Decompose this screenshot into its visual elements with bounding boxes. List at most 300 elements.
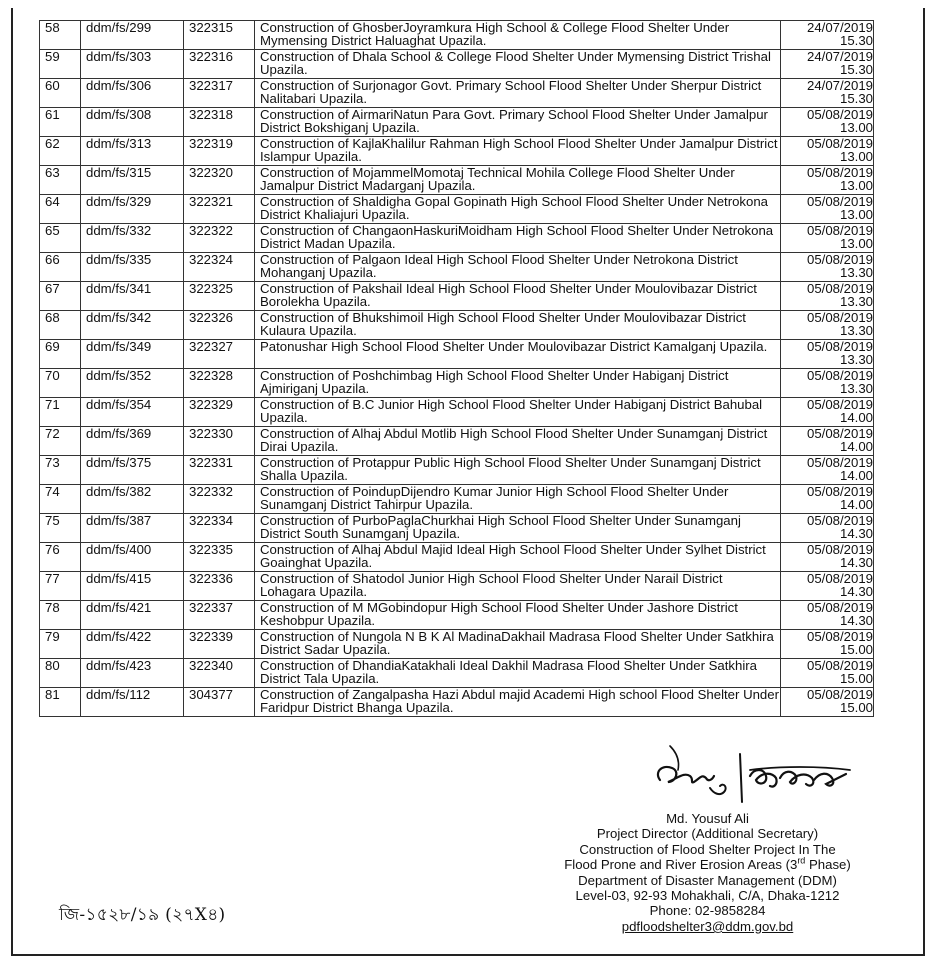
table-row — [40, 514, 874, 543]
closing-date-cell — [781, 21, 874, 50]
description-cell — [255, 253, 781, 282]
memo-no-text: ddm/fs/352 — [86, 368, 152, 383]
serial-cell — [40, 485, 81, 514]
description-text: Construction of Shatodol Junior High School Flood Shelter Under Narail District Lohagara Upazila. — [260, 571, 723, 599]
project-line-2-superscript: rd — [797, 855, 806, 866]
memo-no-cell — [81, 398, 184, 427]
tender-id-text: 304377 — [189, 687, 234, 702]
table-row — [40, 572, 874, 601]
tender-id-text: 322321 — [189, 194, 234, 209]
description-text: Construction of Alhaj Abdul Motlib High School Flood Shelter Under Sunamganj District Dirai Upazila. — [260, 426, 768, 454]
signature-block — [540, 811, 875, 934]
serial-cell — [40, 108, 81, 137]
memo-no-text: ddm/fs/306 — [86, 78, 152, 93]
tender-id-text: 322334 — [189, 513, 234, 528]
serial-text: 68 — [45, 310, 60, 325]
closing-date: 05/08/2019 — [806, 165, 873, 180]
tender-id-text: 322328 — [189, 368, 234, 383]
closing-time: 13.00 — [839, 149, 873, 164]
closing-date: 05/08/2019 — [806, 368, 873, 383]
serial-text: 77 — [45, 571, 60, 586]
memo-no-cell — [81, 427, 184, 456]
closing-date-cell — [781, 108, 874, 137]
description-text: Construction of Alhaj Abdul Majid Ideal High School Flood Shelter Under Sylhet District Goainghat Upazila. — [260, 542, 766, 570]
description-text: Construction of GhosberJoyramkura High School & College Flood Shelter Under Mymensing District Haluaghat Upazila. — [260, 20, 730, 48]
tender-id-text: 322319 — [189, 136, 234, 151]
serial-cell — [40, 601, 81, 630]
memo-no-text: ddm/fs/349 — [86, 339, 152, 354]
closing-date-cell — [781, 485, 874, 514]
serial-text: 73 — [45, 455, 60, 470]
description-text: Construction of Surjonagor Govt. Primary School Flood Shelter Under Sherpur District Nalitabari Upazila. — [260, 78, 762, 106]
description-cell — [255, 340, 781, 369]
project-line-1: Construction of Flood Shelter Project In The — [579, 841, 836, 857]
signatory-name: Md. Yousuf Ali — [666, 811, 749, 826]
table-row — [40, 311, 874, 340]
memo-no-cell — [81, 108, 184, 137]
closing-time: 13.00 — [839, 236, 873, 251]
closing-time: 14.00 — [839, 468, 873, 483]
closing-date-cell — [781, 195, 874, 224]
description-cell — [255, 485, 781, 514]
closing-time: 13.00 — [839, 178, 873, 193]
tender-id-text: 322325 — [189, 281, 234, 296]
department-name: Department of Disaster Management (DDM) — [578, 872, 837, 888]
closing-time: 15.00 — [839, 700, 873, 715]
tender-id-text: 322329 — [189, 397, 234, 412]
tender-id-cell — [184, 601, 255, 630]
table-row — [40, 282, 874, 311]
description-text: Construction of PurboPaglaChurkhai High School Flood Shelter Under Sunamganj District South Sunamganj Upazila. — [260, 513, 741, 541]
closing-date: 24/07/2019 — [806, 78, 873, 93]
memo-no-cell — [81, 282, 184, 311]
closing-time: 15.00 — [839, 671, 873, 686]
memo-no-text: ddm/fs/369 — [86, 426, 152, 441]
description-text: Construction of Shaldigha Gopal Gopinath High School Flood Shelter Under Netrokona District Khaliajuri Upazila. — [260, 194, 769, 222]
table-row — [40, 398, 874, 427]
memo-no-cell — [81, 659, 184, 688]
tender-id-cell — [184, 427, 255, 456]
memo-no-text: ddm/fs/415 — [86, 571, 152, 586]
description-cell — [255, 543, 781, 572]
closing-date: 05/08/2019 — [806, 484, 873, 499]
tender-id-text: 322317 — [189, 78, 234, 93]
memo-no-cell — [81, 224, 184, 253]
description-cell — [255, 630, 781, 659]
serial-text: 69 — [45, 339, 60, 354]
project-line-2-text: Flood Prone and River Erosion Areas (3 — [564, 857, 798, 873]
description-cell — [255, 601, 781, 630]
table-row — [40, 166, 874, 195]
closing-date: 05/08/2019 — [806, 136, 873, 151]
tender-id-cell — [184, 485, 255, 514]
serial-text: 66 — [45, 252, 60, 267]
closing-date: 24/07/2019 — [806, 49, 873, 64]
serial-text: 58 — [45, 20, 60, 35]
serial-cell — [40, 282, 81, 311]
table-row — [40, 21, 874, 50]
serial-text: 80 — [45, 658, 60, 673]
description-text: Construction of Nungola N B K Al MadinaDakhail Madrasa Flood Shelter Under Satkhira District Sadar Upazila. — [260, 629, 774, 657]
description-text: Construction of Zangalpasha Hazi Abdul majid Academi High school Flood Shelter Under Faridpur District Bhanga Upazila. — [260, 687, 779, 715]
memo-no-cell — [81, 572, 184, 601]
serial-cell — [40, 50, 81, 79]
table-row — [40, 369, 874, 398]
description-text: Construction of DhandiaKatakhali Ideal Dakhil Madrasa Flood Shelter Under Satkhira District Tala Upazila. — [260, 658, 757, 686]
table-row — [40, 108, 874, 137]
closing-date: 05/08/2019 — [806, 658, 873, 673]
office-phone: Phone: 02-9858284 — [649, 903, 766, 919]
memo-no-text: ddm/fs/423 — [86, 658, 152, 673]
closing-date-cell — [781, 282, 874, 311]
closing-time: 13.30 — [839, 265, 873, 280]
serial-cell — [40, 253, 81, 282]
tender-id-cell — [184, 630, 255, 659]
closing-date-cell — [781, 311, 874, 340]
closing-date-cell — [781, 224, 874, 253]
description-cell — [255, 659, 781, 688]
serial-text: 63 — [45, 165, 60, 180]
serial-cell — [40, 659, 81, 688]
memo-no-text: ddm/fs/335 — [86, 252, 152, 267]
serial-text: 81 — [45, 687, 60, 702]
memo-no-cell — [81, 369, 184, 398]
serial-text: 67 — [45, 281, 60, 296]
closing-date-cell — [781, 456, 874, 485]
tender-id-text: 322336 — [189, 571, 234, 586]
tender-id-text: 322339 — [189, 629, 234, 644]
closing-date: 05/08/2019 — [806, 223, 873, 238]
memo-no-cell — [81, 79, 184, 108]
serial-text: 71 — [45, 397, 60, 412]
description-text: Construction of AirmariNatun Para Govt. Primary School Flood Shelter Under Jamalpur District Bokshiganj Upazila. — [260, 107, 768, 135]
tender-id-cell — [184, 166, 255, 195]
serial-text: 62 — [45, 136, 60, 151]
description-text: Construction of Pakshail Ideal High School Flood Shelter Under Moulovibazar District Borolekha Upazila. — [260, 281, 757, 309]
memo-no-text: ddm/fs/387 — [86, 513, 152, 528]
closing-time: 13.30 — [839, 323, 873, 338]
tender-id-cell — [184, 659, 255, 688]
closing-date-cell — [781, 137, 874, 166]
description-cell — [255, 398, 781, 427]
memo-no-cell — [81, 21, 184, 50]
closing-date-cell — [781, 398, 874, 427]
memo-no-text: ddm/fs/315 — [86, 165, 152, 180]
serial-cell — [40, 224, 81, 253]
table-row — [40, 340, 874, 369]
description-cell — [255, 514, 781, 543]
memo-no-text: ddm/fs/375 — [86, 455, 152, 470]
table-row — [40, 688, 874, 717]
closing-date-cell — [781, 166, 874, 195]
memo-no-cell — [81, 50, 184, 79]
serial-cell — [40, 572, 81, 601]
serial-text: 75 — [45, 513, 60, 528]
tender-id-text: 322332 — [189, 484, 234, 499]
closing-time: 13.00 — [839, 120, 873, 135]
tender-id-text: 322330 — [189, 426, 234, 441]
serial-text: 61 — [45, 107, 60, 122]
memo-no-cell — [81, 253, 184, 282]
description-cell — [255, 50, 781, 79]
closing-date: 05/08/2019 — [806, 252, 873, 267]
serial-text: 78 — [45, 600, 60, 615]
closing-date: 05/08/2019 — [806, 339, 873, 354]
serial-cell — [40, 21, 81, 50]
tender-id-cell — [184, 398, 255, 427]
description-text: Construction of Protappur Public High School Flood Shelter Under Sunamganj District Shalla Upazila. — [260, 455, 761, 483]
tender-id-cell — [184, 224, 255, 253]
memo-no-cell — [81, 137, 184, 166]
memo-no-text: ddm/fs/382 — [86, 484, 152, 499]
table-row — [40, 601, 874, 630]
memo-code: জি-১৫২৮/১৯ (২৭X৪) — [59, 905, 226, 925]
memo-no-cell — [81, 630, 184, 659]
memo-no-text: ddm/fs/341 — [86, 281, 152, 296]
description-cell — [255, 427, 781, 456]
tender-id-text: 322327 — [189, 339, 234, 354]
closing-date-cell — [781, 253, 874, 282]
closing-time: 13.30 — [839, 352, 873, 367]
tender-id-text: 322324 — [189, 252, 234, 267]
serial-cell — [40, 369, 81, 398]
tender-id-cell — [184, 50, 255, 79]
table-row — [40, 224, 874, 253]
table-row — [40, 630, 874, 659]
tender-id-text: 322322 — [189, 223, 234, 238]
serial-cell — [40, 137, 81, 166]
description-cell — [255, 456, 781, 485]
tender-id-cell — [184, 21, 255, 50]
closing-date-cell — [781, 630, 874, 659]
closing-date: 05/08/2019 — [806, 281, 873, 296]
serial-cell — [40, 340, 81, 369]
memo-no-cell — [81, 456, 184, 485]
description-text: Patonushar High School Flood Shelter Under Moulovibazar District Kamalganj Upazila. — [260, 339, 768, 354]
serial-text: 60 — [45, 78, 60, 93]
closing-date: 05/08/2019 — [806, 310, 873, 325]
signatory-designation: Project Director (Additional Secretary) — [596, 826, 819, 842]
tender-id-text: 322340 — [189, 658, 234, 673]
memo-no-text: ddm/fs/329 — [86, 194, 152, 209]
closing-date: 05/08/2019 — [806, 426, 873, 441]
description-cell — [255, 311, 781, 340]
closing-time: 13.00 — [839, 207, 873, 222]
tender-id-text: 322316 — [189, 49, 234, 64]
description-text: Construction of Palgaon Ideal High School Flood Shelter Under Netrokona District Mohanganj Upazila. — [260, 252, 738, 280]
serial-text: 74 — [45, 484, 60, 499]
description-cell — [255, 137, 781, 166]
tender-id-text: 322315 — [189, 20, 234, 35]
tender-id-cell — [184, 311, 255, 340]
table-row — [40, 543, 874, 572]
table-row — [40, 79, 874, 108]
closing-date: 05/08/2019 — [806, 107, 873, 122]
description-cell — [255, 688, 781, 717]
project-line-2 — [540, 857, 875, 872]
memo-no-text: ddm/fs/422 — [86, 629, 152, 644]
project-line-2-suffix: Phase) — [805, 857, 851, 873]
description-text: Construction of MojammelMomotaj Technical Mohila College Flood Shelter Under Jamalpur District Madarganj Upazila. — [260, 165, 735, 193]
tender-id-cell — [184, 572, 255, 601]
serial-cell — [40, 398, 81, 427]
memo-no-text: ddm/fs/313 — [86, 136, 152, 151]
closing-date: 05/08/2019 — [806, 455, 873, 470]
description-cell — [255, 79, 781, 108]
description-text: Construction of Dhala School & College Flood Shelter Under Mymensing District Trishal Upazila. — [260, 49, 771, 77]
description-cell — [255, 369, 781, 398]
description-cell — [255, 282, 781, 311]
tender-id-cell — [184, 137, 255, 166]
closing-date-cell — [781, 79, 874, 108]
serial-cell — [40, 514, 81, 543]
description-cell — [255, 21, 781, 50]
closing-time: 14.00 — [839, 439, 873, 454]
serial-text: 79 — [45, 629, 60, 644]
memo-no-cell — [81, 688, 184, 717]
closing-time: 14.30 — [839, 584, 873, 599]
tender-id-cell — [184, 688, 255, 717]
tender-id-cell — [184, 456, 255, 485]
closing-time: 14.30 — [839, 555, 873, 570]
serial-cell — [40, 543, 81, 572]
closing-date-cell — [781, 369, 874, 398]
closing-date: 05/08/2019 — [806, 194, 873, 209]
memo-no-text: ddm/fs/421 — [86, 600, 152, 615]
table-row — [40, 137, 874, 166]
tender-id-cell — [184, 79, 255, 108]
closing-time: 15.00 — [839, 642, 873, 657]
table-row — [40, 195, 874, 224]
serial-cell — [40, 688, 81, 717]
memo-no-text: ddm/fs/400 — [86, 542, 152, 557]
closing-date: 05/08/2019 — [806, 513, 873, 528]
closing-time: 14.00 — [839, 497, 873, 512]
memo-no-text: ddm/fs/303 — [86, 49, 152, 64]
tender-id-cell — [184, 340, 255, 369]
memo-no-cell — [81, 514, 184, 543]
description-text: Construction of Poshchimbag High School Flood Shelter Under Habiganj District Ajmiriganj Upazila. — [260, 368, 729, 396]
serial-text: 76 — [45, 542, 60, 557]
tender-id-cell — [184, 108, 255, 137]
closing-time: 13.30 — [839, 294, 873, 309]
memo-no-cell — [81, 340, 184, 369]
closing-time: 14.00 — [839, 410, 873, 425]
closing-date: 05/08/2019 — [806, 571, 873, 586]
table-row — [40, 456, 874, 485]
tender-id-cell — [184, 282, 255, 311]
closing-time: 15.30 — [839, 33, 873, 48]
serial-text: 70 — [45, 368, 60, 383]
memo-no-cell — [81, 166, 184, 195]
office-address: Level-03, 92-93 Mohakhali, C/A, Dhaka-1212 — [575, 888, 840, 904]
closing-date-cell — [781, 514, 874, 543]
table-row — [40, 485, 874, 514]
tender-id-text: 322331 — [189, 455, 234, 470]
closing-time: 13.30 — [839, 381, 873, 396]
office-email-link[interactable]: pdfloodshelter3@ddm.gov.bd — [621, 918, 794, 934]
table-row — [40, 659, 874, 688]
tender-id-text: 322320 — [189, 165, 234, 180]
table-row — [40, 427, 874, 456]
description-text: Construction of ChangaonHaskuriMoidham High School Flood Shelter Under Netrokona District Madan Upazila. — [260, 223, 774, 251]
memo-no-cell — [81, 311, 184, 340]
description-cell — [255, 224, 781, 253]
tender-table — [39, 20, 874, 717]
closing-date: 05/08/2019 — [806, 687, 873, 702]
serial-cell — [40, 195, 81, 224]
serial-cell — [40, 456, 81, 485]
description-text: Construction of M MGobindopur High School Flood Shelter Under Jashore District Keshobpur Upazila. — [260, 600, 738, 628]
tender-id-text: 322326 — [189, 310, 234, 325]
closing-date-cell — [781, 572, 874, 601]
tender-id-cell — [184, 253, 255, 282]
description-cell — [255, 572, 781, 601]
serial-text: 65 — [45, 223, 60, 238]
tender-id-cell — [184, 514, 255, 543]
closing-date-cell — [781, 601, 874, 630]
memo-no-cell — [81, 485, 184, 514]
memo-no-cell — [81, 543, 184, 572]
description-text: Construction of KajlaKhalilur Rahman High School Flood Shelter Under Jamalpur District Islampur Upazila. — [260, 136, 778, 164]
memo-no-text: ddm/fs/308 — [86, 107, 152, 122]
description-cell — [255, 195, 781, 224]
serial-text: 72 — [45, 426, 60, 441]
closing-time: 15.30 — [839, 62, 873, 77]
memo-no-cell — [81, 195, 184, 224]
closing-date-cell — [781, 340, 874, 369]
table-row — [40, 253, 874, 282]
table-row — [40, 50, 874, 79]
tender-id-text: 322318 — [189, 107, 234, 122]
tender-id-cell — [184, 195, 255, 224]
memo-no-text: ddm/fs/354 — [86, 397, 152, 412]
closing-time: 15.30 — [839, 91, 873, 106]
closing-date: 05/08/2019 — [806, 600, 873, 615]
serial-cell — [40, 630, 81, 659]
tender-id-cell — [184, 369, 255, 398]
closing-date: 05/08/2019 — [806, 542, 873, 557]
serial-cell — [40, 427, 81, 456]
tender-table-body — [40, 21, 874, 717]
tender-id-text: 322337 — [189, 600, 234, 615]
memo-no-text: ddm/fs/112 — [86, 687, 151, 702]
closing-date: 24/07/2019 — [806, 20, 873, 35]
memo-no-text: ddm/fs/342 — [86, 310, 152, 325]
tender-id-cell — [184, 543, 255, 572]
memo-no-text: ddm/fs/299 — [86, 20, 152, 35]
closing-date-cell — [781, 659, 874, 688]
description-cell — [255, 108, 781, 137]
serial-cell — [40, 79, 81, 108]
closing-date-cell — [781, 427, 874, 456]
closing-date-cell — [781, 50, 874, 79]
serial-text: 59 — [45, 49, 60, 64]
serial-cell — [40, 311, 81, 340]
description-text: Construction of Bhukshimoil High School Flood Shelter Under Moulovibazar District Kulaura Upazila. — [260, 310, 746, 338]
tender-id-text: 322335 — [189, 542, 234, 557]
memo-no-cell — [81, 601, 184, 630]
serial-text: 64 — [45, 194, 60, 209]
closing-date: 05/08/2019 — [806, 397, 873, 412]
signature-image — [650, 742, 865, 810]
closing-date: 05/08/2019 — [806, 629, 873, 644]
closing-time: 14.30 — [839, 526, 873, 541]
description-text: Construction of PoindupDijendro Kumar Junior High School Flood Shelter Under Sunamganj District Tahirpur Upazila. — [260, 484, 729, 512]
closing-date-cell — [781, 543, 874, 572]
serial-cell — [40, 166, 81, 195]
description-text: Construction of B.C Junior High School Flood Shelter Under Habiganj District Bahubal Upazila. — [260, 397, 763, 425]
